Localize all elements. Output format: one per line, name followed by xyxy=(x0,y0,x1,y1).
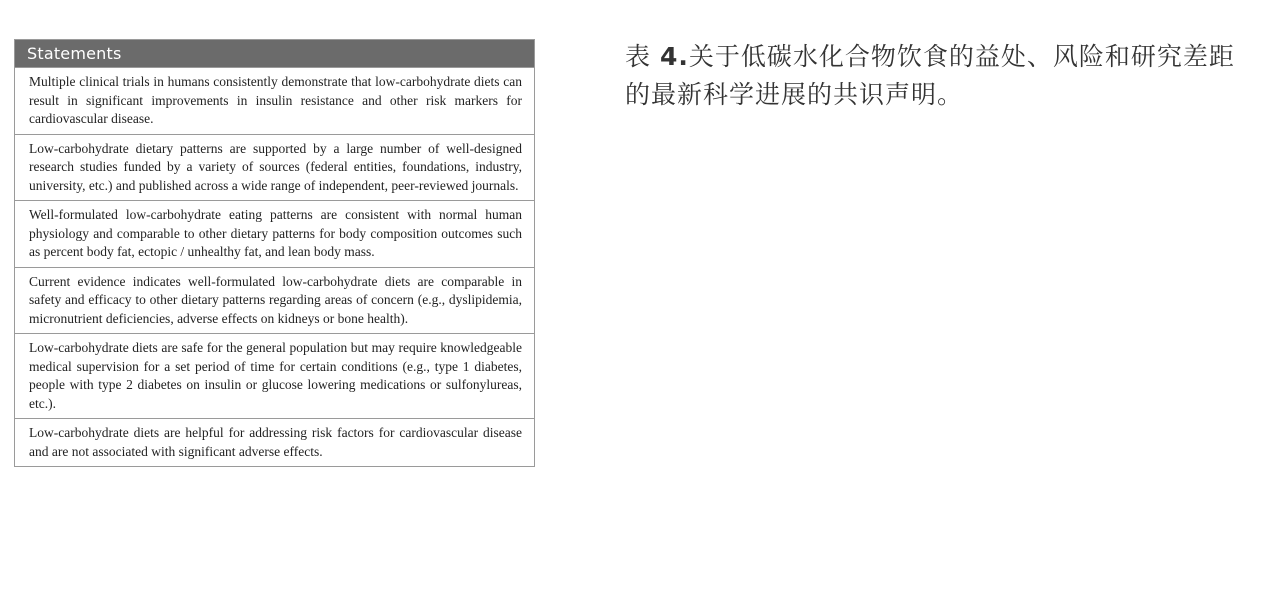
statements-table xyxy=(14,39,535,467)
caption-label: 4. xyxy=(659,42,689,71)
table-caption xyxy=(625,38,1255,114)
table-row: Multiple clinical trials in humans consistently demonstrate that low-carbohydrate diets can result in significant improvements in insulin resistance and other risk markers for cardiovascular disease. xyxy=(15,67,534,134)
caption-prefix: 表 xyxy=(625,42,660,71)
table-row: Well-formulated low-carbohydrate eating patterns are consistent with normal human physiology and comparable to other dietary patterns for body composition outcomes such as percent body fat, ectopic / unhealthy fat, and lean body mass. xyxy=(15,200,534,267)
table-row: Low-carbohydrate diets are safe for the general population but may require knowledgeable medical supervision for a set period of time for certain conditions (e.g., type 1 diabetes, people with type 2 diabetes on insulin or glucose lowering medications or sulfonylureas, etc.). xyxy=(15,333,534,418)
caption-text: 关于低碳水化合物饮食的益处、风险和研究差距的最新科学进展的共识声明。 xyxy=(625,42,1235,109)
table-row: Low-carbohydrate diets are helpful for addressing risk factors for cardiovascular disease and are not associated with significant adverse effects. xyxy=(15,418,534,466)
table-row: Low-carbohydrate dietary patterns are supported by a large number of well-designed research studies funded by a variety of sources (federal entities, foundations, industry, university, etc.) and published across a wide range of independent, peer-reviewed journals. xyxy=(15,134,534,201)
table-header: Statements xyxy=(15,40,534,67)
table-row: Current evidence indicates well-formulated low-carbohydrate diets are comparable in safety and efficacy to other dietary patterns regarding areas of concern (e.g., dyslipidemia, micronutrient deficiencies, adverse effects on kidneys or bone health). xyxy=(15,267,534,334)
